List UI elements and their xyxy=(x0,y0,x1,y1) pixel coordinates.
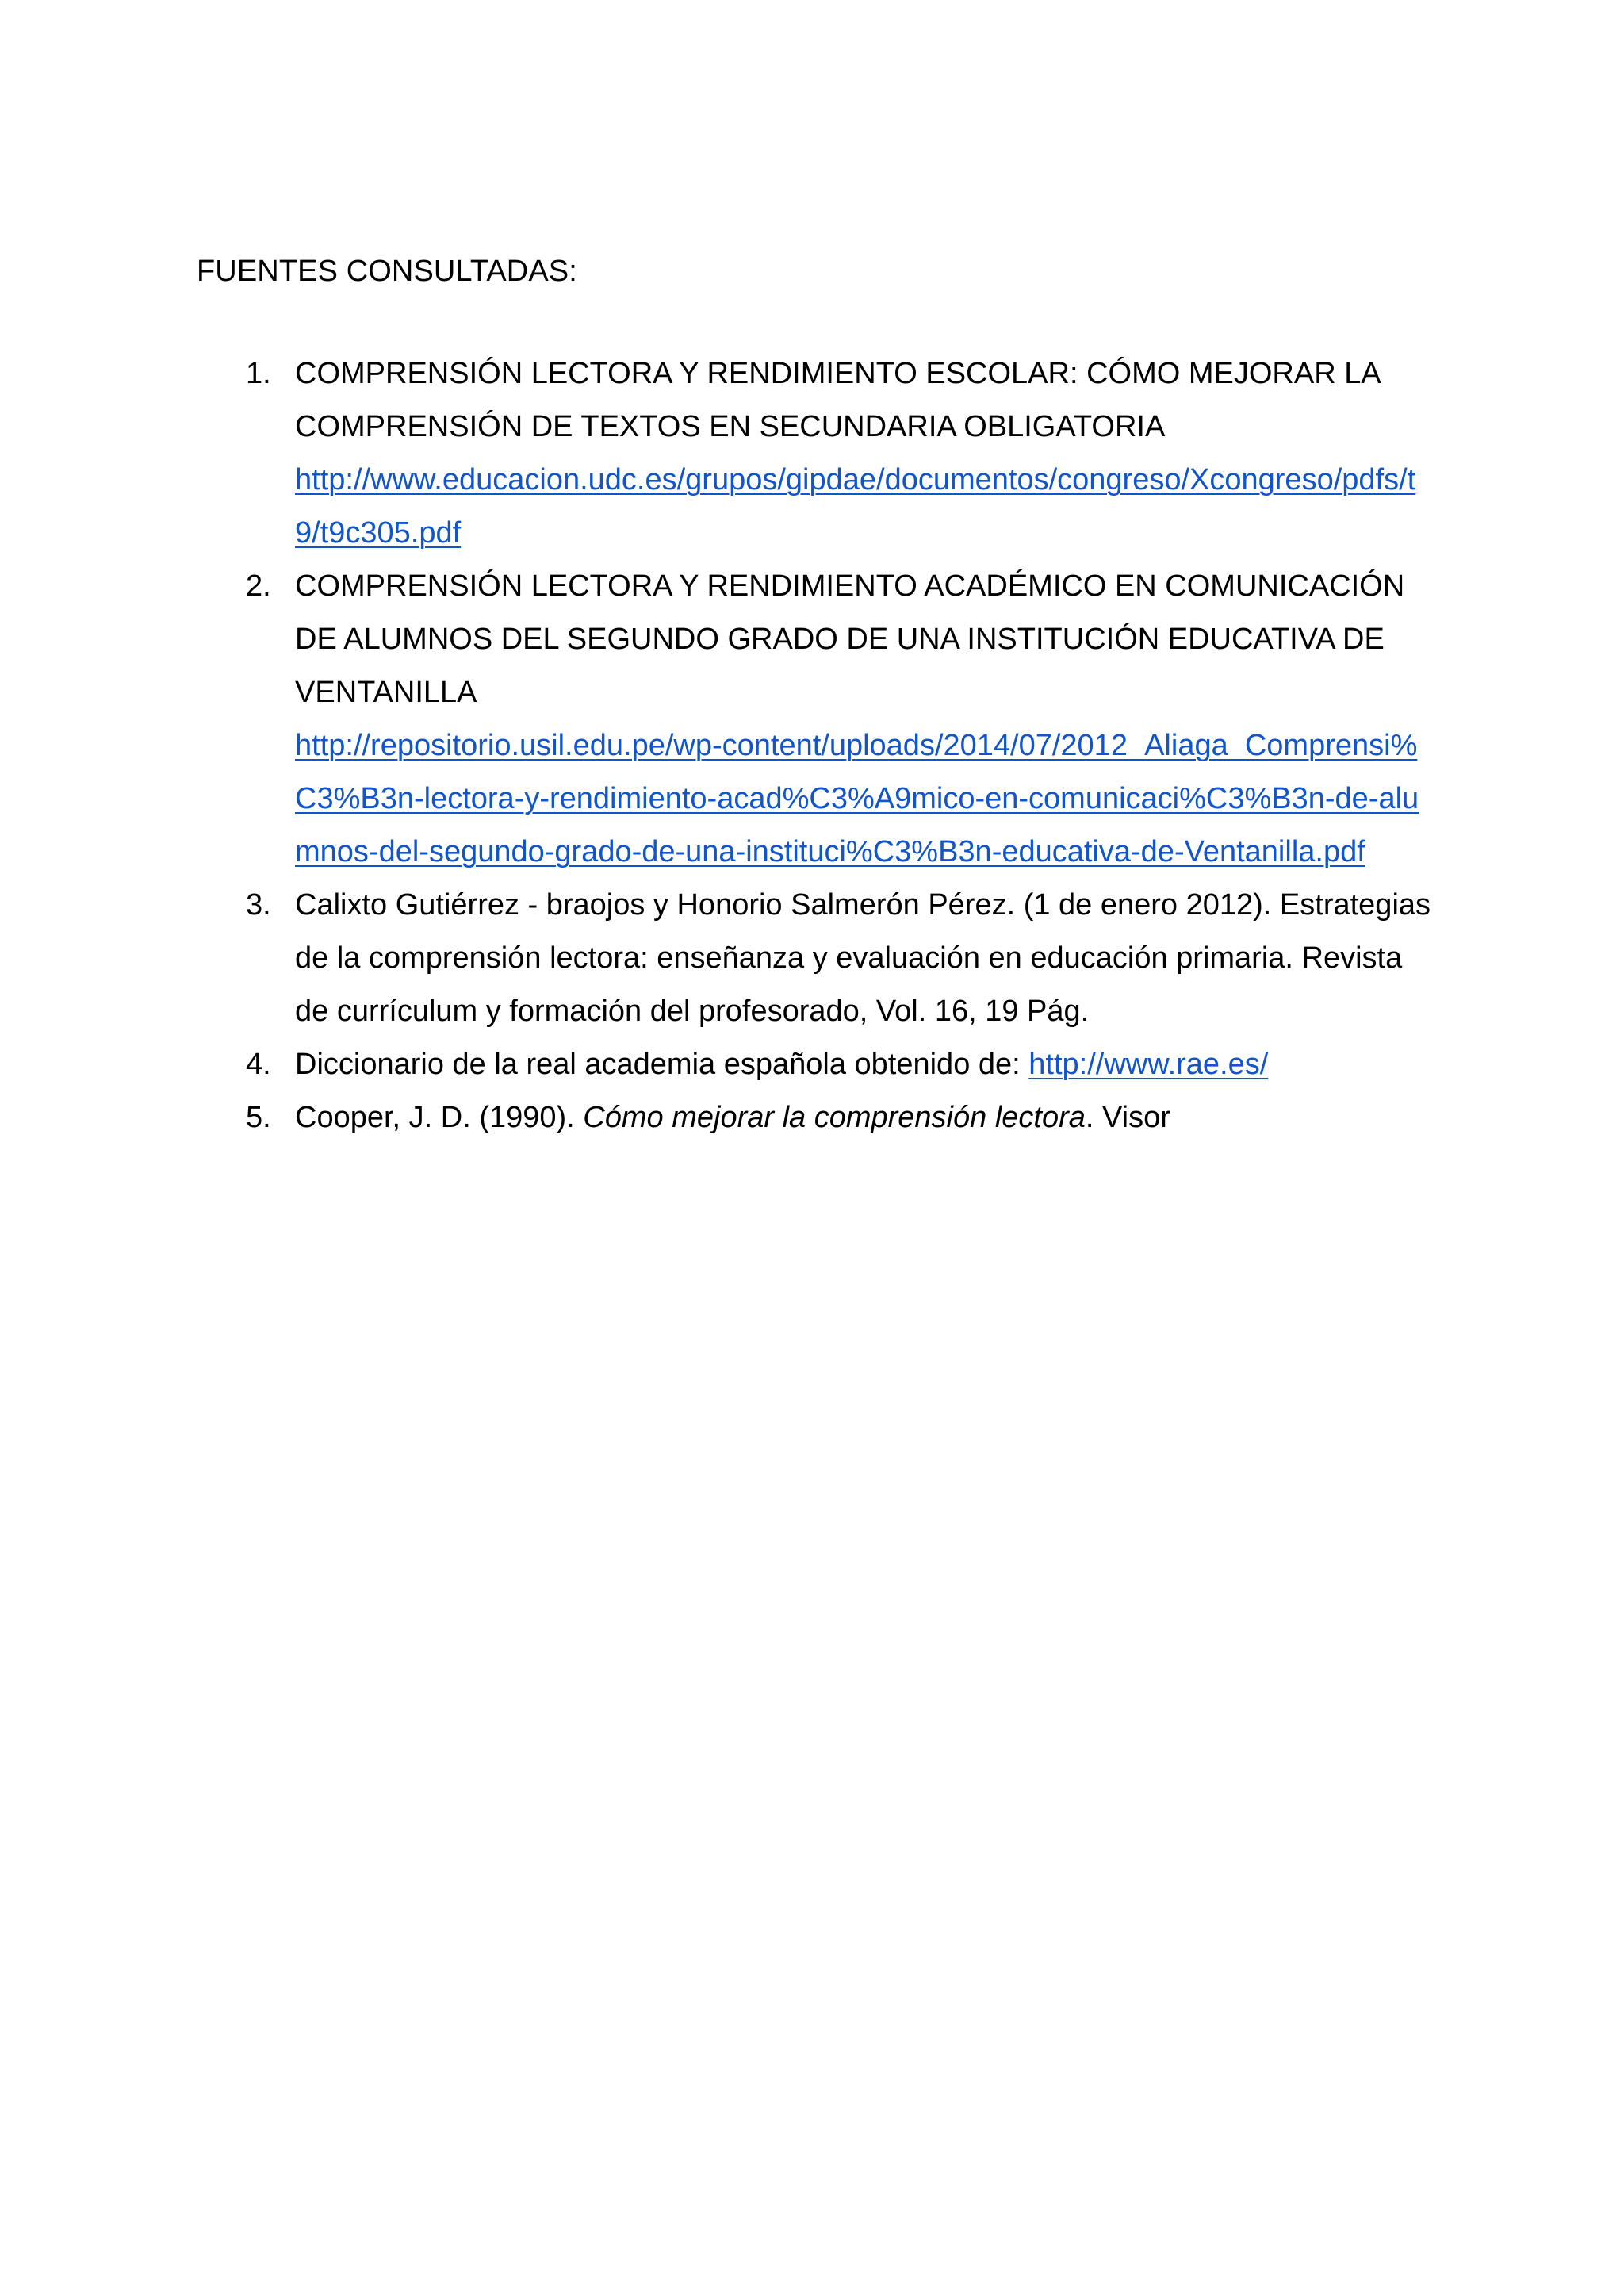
reference-number: 1. xyxy=(246,357,271,390)
reference-link[interactable]: http://www.educacion.udc.es/grupos/gipdae/documentos/congreso/Xcongreso/pdfs/t xyxy=(295,463,1416,496)
reference-text-line: Calixto Gutiérrez - braojos y Honorio Salmerón Pérez. (1 de enero 2012). Estrategias xyxy=(295,888,1431,922)
reference-text-line: de currículum y formación del profesorado, Vol. 16, 19 Pág. xyxy=(295,995,1090,1028)
reference-text-line xyxy=(295,1038,1440,1091)
reference-text-line xyxy=(295,1091,1440,1144)
page-heading: FUENTES CONSULTADAS: xyxy=(197,255,577,288)
reference-title-line: VENTANILLA xyxy=(295,676,477,709)
reference-link[interactable]: C3%B3n-lectora-y-rendimiento-acad%C3%A9mico-en-comunicaci%C3%B3n-de-alu xyxy=(295,782,1419,815)
reference-link[interactable]: http://www.rae.es/ xyxy=(1028,1048,1269,1081)
reference-link[interactable]: http://repositorio.usil.edu.pe/wp-content/uploads/2014/07/2012_Aliaga_Comprensi% xyxy=(295,729,1418,762)
reference-item-4 xyxy=(197,1038,1440,1091)
reference-link[interactable]: 9/t9c305.pdf xyxy=(295,516,462,550)
reference-number: 4. xyxy=(246,1048,271,1081)
reference-item-3 xyxy=(197,879,1440,1038)
reference-title-line: COMPRENSIÓN LECTORA Y RENDIMIENTO ESCOLAR: CÓMO MEJORAR LA xyxy=(295,357,1381,390)
references-list xyxy=(197,347,1440,1144)
reference-title-line: DE ALUMNOS DEL SEGUNDO GRADO DE UNA INSTITUCIÓN EDUCATIVA DE xyxy=(295,623,1385,656)
reference-title-line: COMPRENSIÓN LECTORA Y RENDIMIENTO ACADÉMICO EN COMUNICACIÓN xyxy=(295,569,1405,603)
reference-item-1 xyxy=(197,347,1440,560)
reference-text: Cooper, J. D. (1990). xyxy=(295,1101,584,1134)
reference-number: 2. xyxy=(246,569,271,603)
reference-number: 3. xyxy=(246,888,271,922)
reference-text: Diccionario de la real academia española obtenido de: xyxy=(295,1048,1029,1081)
reference-link[interactable]: mnos-del-segundo-grado-de-una-instituci%C3%B3n-educativa-de-Ventanilla.pdf xyxy=(295,835,1365,868)
reference-number: 5. xyxy=(246,1101,271,1134)
reference-text-line: de la comprensión lectora: enseñanza y evaluación en educación primaria. Revista xyxy=(295,941,1403,975)
reference-item-2 xyxy=(197,560,1440,879)
reference-text: . Visor xyxy=(1085,1101,1170,1134)
reference-book-title: Cómo mejorar la comprensión lectora xyxy=(583,1101,1086,1134)
reference-item-5 xyxy=(197,1091,1440,1144)
reference-title-line: COMPRENSIÓN DE TEXTOS EN SECUNDARIA OBLIGATORIA xyxy=(295,410,1166,443)
